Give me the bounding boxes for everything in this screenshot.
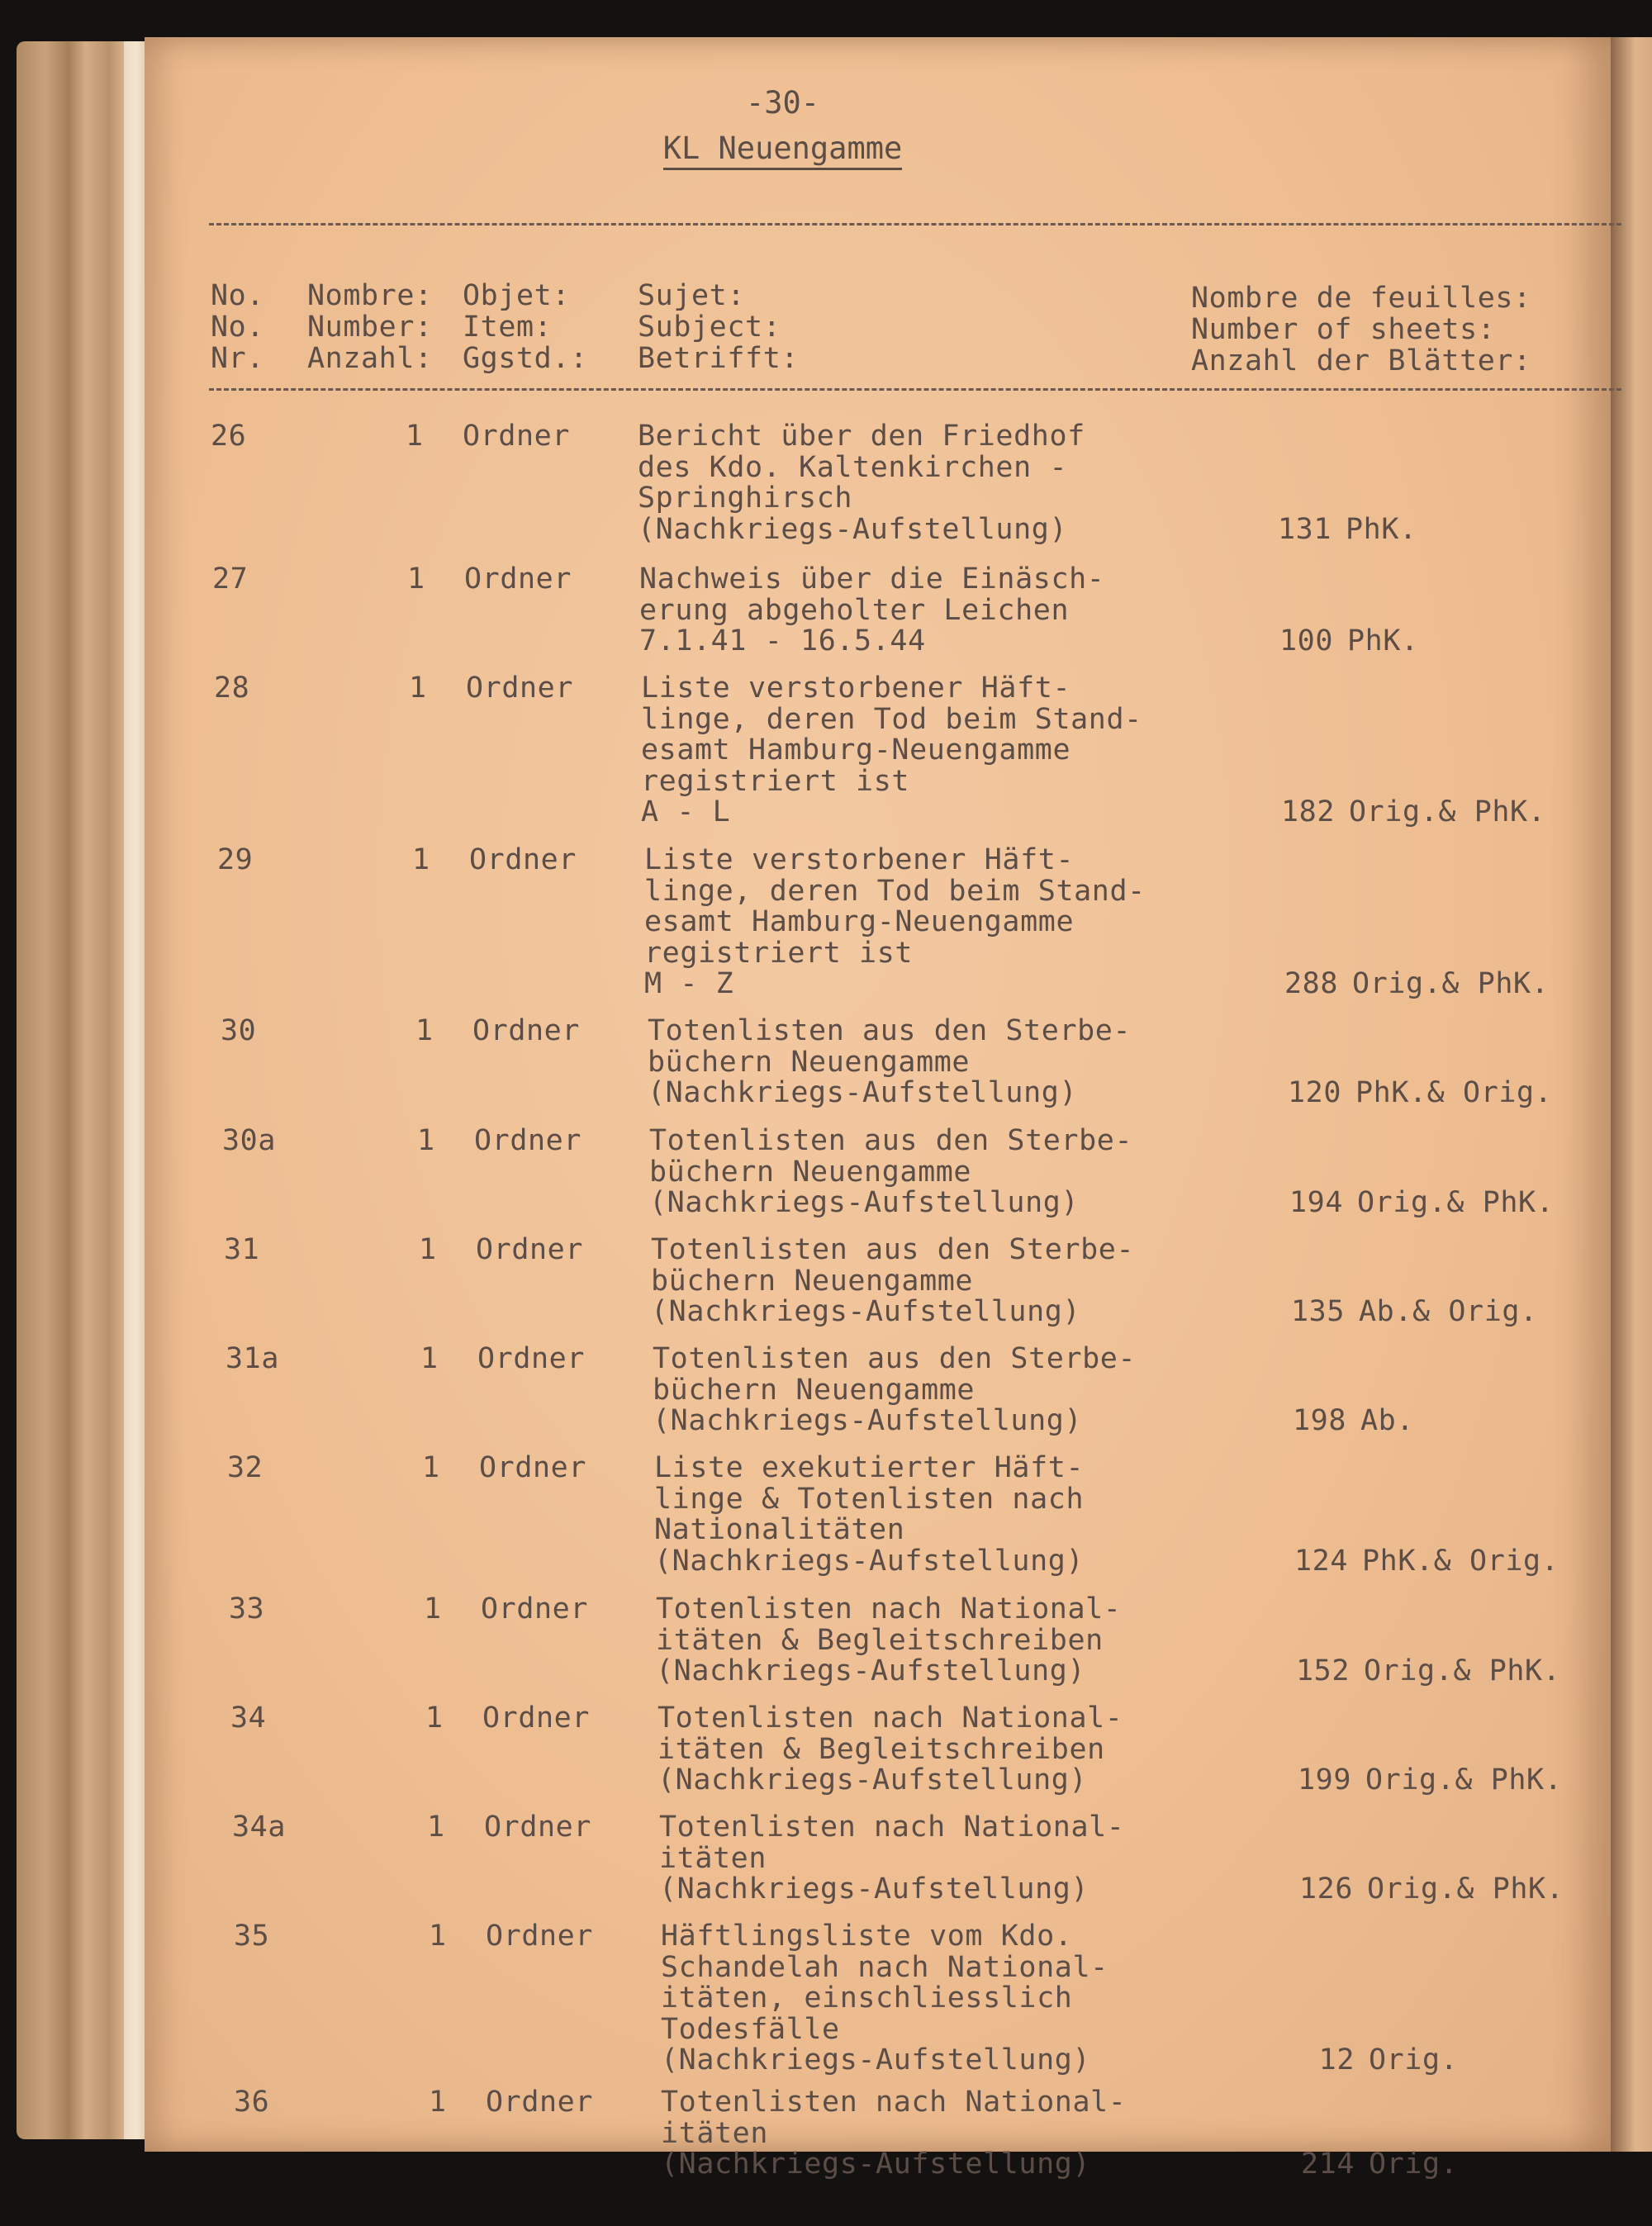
entry-item: Ordner [469, 843, 577, 876]
entry-count: 1 [424, 1592, 442, 1626]
entry-item: Ordner [484, 1811, 592, 1844]
header-item-3: Ggstd.: [463, 342, 588, 375]
entry-sheets-count: 198 [1292, 1404, 1346, 1437]
entry-subject-line: Totenlisten aus den Sterbe- [651, 1233, 1135, 1266]
entry-subject-line: Todesfälle [661, 2012, 840, 2046]
entry-count: 1 [420, 1342, 439, 1375]
header-rule-bottom [209, 388, 1621, 391]
entry-sheets-count: 199 [1297, 1763, 1351, 1796]
entry-subject-line: (Nachkriegs-Aufstellung) [661, 2148, 1091, 2181]
entry-sheets-count: 152 [1295, 1654, 1350, 1687]
entry-sheets-count: 194 [1289, 1186, 1343, 1219]
entry-sheets-count: 124 [1294, 1544, 1348, 1578]
entry-subject-line: (Nachkriegs-Aufstellung) [651, 1295, 1081, 1328]
entry-subject-line: Nationalitäten [654, 1513, 905, 1546]
entry-sheets-count: 131 [1277, 512, 1332, 546]
entry-subject-line: M - Z [644, 967, 734, 1000]
entry-number: 28 [214, 672, 250, 705]
entry-subject-line: registriert ist [644, 936, 914, 970]
header-count-2: Number: [307, 311, 433, 344]
header-sheets-3: Anzahl der Blätter: [1191, 344, 1531, 377]
entry-count: 1 [419, 1233, 437, 1266]
entry-subject-line: (Nachkriegs-Aufstellung) [638, 512, 1068, 546]
entry-item: Ordner [464, 562, 572, 596]
entry-sheets-count: 126 [1298, 1872, 1353, 1906]
entry-item: Ordner [486, 2086, 594, 2119]
entry-subject-line: Häftlingsliste vom Kdo. [661, 1920, 1073, 1953]
entry-subject-line: itäten & Begleitschreiben [657, 1732, 1105, 1766]
entry-subject-line: linge & Totenlisten nach [654, 1482, 1085, 1516]
entry-sheets-type: PhK.& Orig. [1362, 1544, 1559, 1578]
entry-sheets-type: Orig.& PhK. [1364, 1654, 1561, 1687]
entry-subject-line: Liste exekutierter Häft- [654, 1451, 1085, 1484]
entry-number: 34 [230, 1702, 267, 1735]
next-page-edge [1611, 37, 1652, 2152]
entry-number: 33 [229, 1592, 265, 1626]
entry-count: 1 [427, 1811, 445, 1844]
entry-subject-line: Totenlisten nach National- [656, 1592, 1122, 1626]
entry-item: Ordner [479, 1451, 587, 1484]
entry-subject-line: (Nachkriegs-Aufstellung) [653, 1404, 1083, 1437]
entry-sheets-count: 135 [1290, 1295, 1345, 1328]
entry-count: 1 [417, 1124, 435, 1157]
entry-subject-line: linge, deren Tod beim Stand- [641, 702, 1142, 736]
entry-sheets-type: PhK.& Orig. [1355, 1076, 1553, 1109]
entry-sheets-count: 100 [1279, 624, 1333, 657]
entry-subject-line: esamt Hamburg-Neuengamme [641, 733, 1071, 767]
entry-sheets-type: Orig.& PhK. [1357, 1186, 1555, 1219]
entry-item: Ordner [476, 1233, 584, 1266]
header-no-1: No. [211, 279, 265, 312]
header-subject-3: Betrifft: [638, 342, 800, 375]
entry-sheets-count: 288 [1284, 967, 1338, 1000]
entry-sheets-count: 214 [1300, 2148, 1355, 2181]
entry-item: Ordner [481, 1592, 589, 1626]
page-title [145, 131, 1421, 166]
entry-sheets-type: Orig. [1369, 2043, 1459, 2076]
entry-sheets-type: Orig.& PhK. [1367, 1872, 1564, 1906]
entry-subject-line: Bericht über den Friedhof [638, 420, 1085, 453]
header-no-3: Nr. [211, 342, 265, 375]
entry-sheets-type: Orig.& PhK. [1349, 795, 1546, 828]
entry-count: 1 [409, 672, 427, 705]
entry-subject-line: Totenlisten aus den Sterbe- [649, 1124, 1133, 1157]
entry-number: 26 [211, 420, 247, 453]
entry-number: 31 [224, 1233, 260, 1266]
entry-subject-line: (Nachkriegs-Aufstellung) [649, 1186, 1080, 1219]
entry-subject-line: esamt Hamburg-Neuengamme [644, 905, 1075, 938]
entry-number: 36 [234, 2086, 270, 2119]
entry-count: 1 [429, 1920, 447, 1953]
entry-subject-line: Liste verstorbener Häft- [644, 843, 1075, 876]
entry-sheets-type: PhK. [1347, 624, 1419, 657]
entry-count: 1 [406, 420, 424, 453]
entry-subject-line: Totenlisten nach National- [661, 2086, 1127, 2119]
document-page [145, 37, 1611, 2181]
entry-number: 32 [227, 1451, 263, 1484]
entry-item: Ordner [472, 1014, 581, 1047]
entry-subject-line: A - L [641, 795, 731, 828]
header-no-2: No. [211, 311, 265, 344]
entry-subject-line: Springhirsch [638, 482, 853, 515]
entry-number: 27 [212, 562, 249, 596]
entry-subject-line: linge, deren Tod beim Stand- [644, 874, 1146, 908]
entry-sheets-count: 182 [1280, 795, 1335, 828]
entry-subject-line: Totenlisten aus den Sterbe- [648, 1014, 1132, 1047]
entry-subject-line: Totenlisten nach National- [659, 1811, 1125, 1844]
entry-item: Ordner [474, 1124, 582, 1157]
header-sheets-2: Number of sheets: [1191, 313, 1496, 346]
entry-sheets-type: Orig.& PhK. [1365, 1763, 1563, 1796]
entry-sheets-type: Orig. [1369, 2148, 1459, 2181]
entry-subject-line: itäten [661, 2116, 769, 2150]
header-subject-2: Subject: [638, 311, 781, 344]
entry-subject-line: (Nachkriegs-Aufstellung) [656, 1654, 1086, 1687]
entry-item: Ordner [477, 1342, 586, 1375]
header-item-1: Objet: [463, 279, 571, 312]
entry-sheets-type: Ab. [1360, 1404, 1415, 1437]
entry-item: Ordner [482, 1702, 591, 1735]
entry-sheets-type: PhK. [1346, 512, 1417, 546]
entry-sheets-count: 12 [1318, 2043, 1355, 2076]
entry-item: Ordner [463, 420, 571, 453]
entry-subject-line: Totenlisten nach National- [657, 1702, 1123, 1735]
entry-subject-line: Nachweis über die Einäsch- [639, 562, 1105, 596]
entry-item: Ordner [486, 1920, 594, 1953]
entry-subject-line: (Nachkriegs-Aufstellung) [661, 2043, 1091, 2076]
header-subject-1: Sujet: [638, 279, 746, 312]
entry-subject-line: 7.1.41 - 16.5.44 [639, 624, 926, 657]
entry-subject-line: büchern Neuengamme [648, 1045, 971, 1079]
entry-number: 30a [222, 1124, 277, 1157]
entry-count: 1 [422, 1451, 440, 1484]
entry-number: 31a [225, 1342, 280, 1375]
entry-sheets-count: 120 [1287, 1076, 1341, 1109]
entry-number: 34a [232, 1811, 287, 1844]
entry-count: 1 [415, 1014, 434, 1047]
entry-subject-line: itäten [659, 1841, 767, 1875]
entry-count: 1 [425, 1702, 444, 1735]
entry-subject-line: Totenlisten aus den Sterbe- [653, 1342, 1137, 1375]
entry-subject-line: itäten, einschliesslich [661, 1982, 1073, 2015]
entry-sheets-type: Orig.& PhK. [1352, 967, 1550, 1000]
header-item-2: Item: [463, 311, 553, 344]
entry-subject-line: (Nachkriegs-Aufstellung) [648, 1076, 1078, 1109]
entry-subject-line: Schandelah nach National- [661, 1950, 1108, 1984]
page-number: -30- [745, 85, 820, 121]
entry-item: Ordner [466, 672, 574, 705]
entry-number: 35 [234, 1920, 270, 1953]
header-count-1: Nombre: [307, 279, 433, 312]
entry-subject-line: registriert ist [641, 764, 910, 798]
entry-count: 1 [407, 562, 425, 596]
entry-subject-line: (Nachkriegs-Aufstellung) [654, 1544, 1085, 1578]
header-sheets-1: Nombre de feuilles: [1191, 282, 1531, 315]
entry-count: 1 [429, 2086, 447, 2119]
entry-subject-line: büchern Neuengamme [651, 1264, 974, 1298]
entry-subject-line: Liste verstorbener Häft- [641, 672, 1071, 705]
entry-subject-line: des Kdo. Kaltenkirchen - [638, 450, 1068, 484]
entry-number: 30 [221, 1014, 257, 1047]
entry-sheets-type: Ab.& Orig. [1359, 1295, 1538, 1328]
entry-subject-line: büchern Neuengamme [653, 1373, 976, 1407]
entry-subject-line: itäten & Begleitschreiben [656, 1623, 1104, 1657]
entry-subject-line: büchern Neuengamme [649, 1155, 972, 1189]
entry-count: 1 [412, 843, 430, 876]
header-rule-top [209, 223, 1621, 225]
header-count-3: Anzahl: [307, 342, 433, 375]
entry-subject-line: (Nachkriegs-Aufstellung) [657, 1763, 1088, 1796]
entry-number: 29 [217, 843, 254, 876]
page-title-text: KL Neuengamme [663, 131, 903, 170]
entry-subject-line: (Nachkriegs-Aufstellung) [659, 1872, 1089, 1906]
page-stack-left [17, 41, 132, 2139]
entry-subject-line: erung abgeholter Leichen [639, 593, 1070, 627]
